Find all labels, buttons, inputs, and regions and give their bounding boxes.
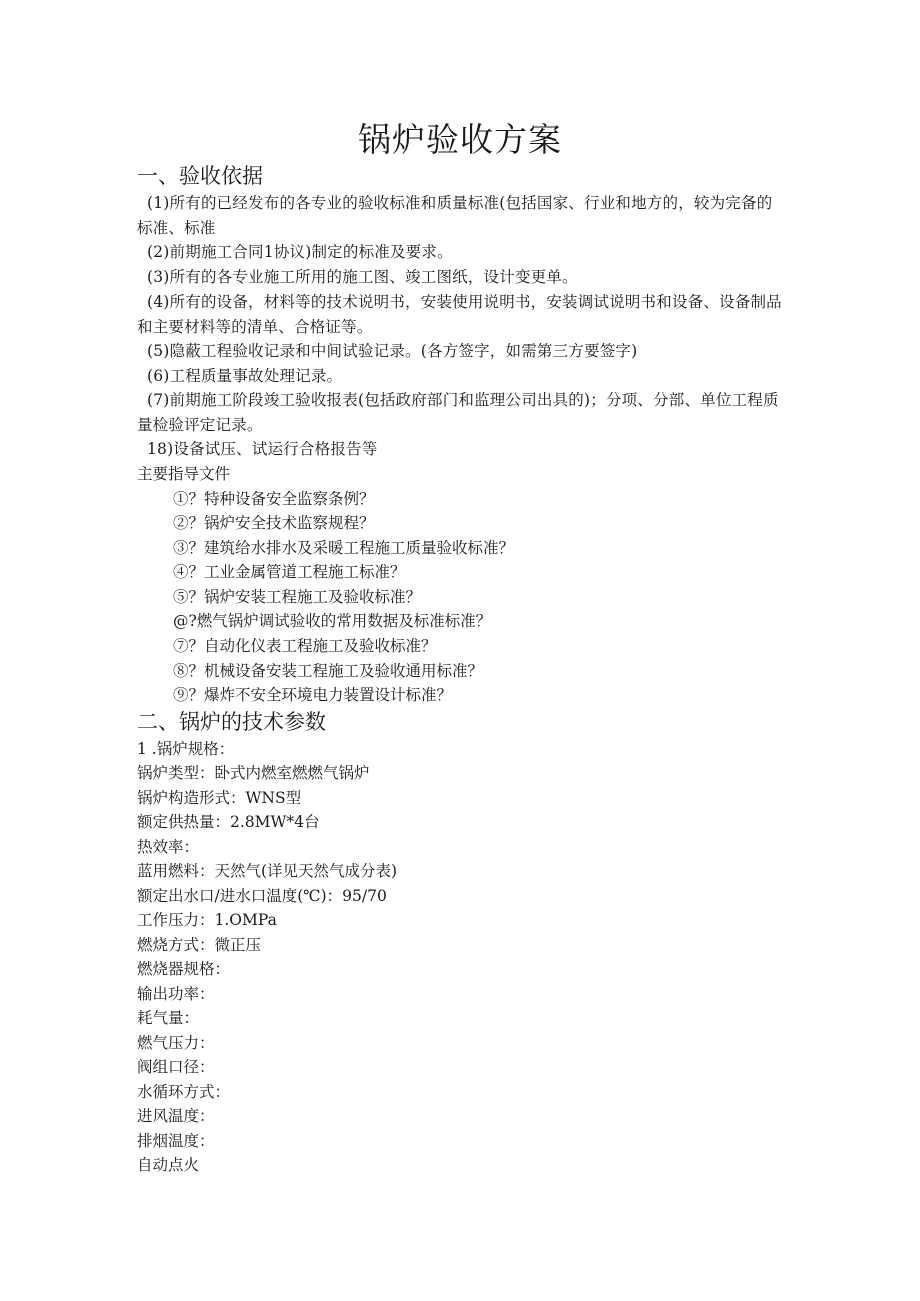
basis-item-7: (7)前期施工阶段竣工验收报表(包括政府部门和监理公司出具的)；分项、分部、单位工程质量检验评定记录。 [137,391,779,434]
guide-item: ④？工业金属管道工程施工标准？ [173,563,406,581]
section-heading-acceptance-basis: 一、验收依据 [137,164,263,188]
param-working-pressure: 工作压力：1.OMPa [137,911,277,929]
param-rated-heat-supply: 额定供热量：2.8MW*4台 [137,813,320,831]
param-burner-spec: 燃烧器规格： [137,960,231,978]
basis-item-1: (1)所有的已经发布的各专业的验收标准和质量标准(包括国家、行业和地方的，较为完备的标准、标准 [137,194,773,237]
basis-item-4: (4)所有的设备，材料等的技术说明书，安装使用说明书，安装调试说明书和设备、设备制品和主要材料等的清单、合格证等。 [137,293,782,336]
document-title: 锅炉验收方案 [358,120,562,159]
param-water-circulation: 水循环方式： [137,1083,231,1101]
param-gas-pressure: 燃气压力： [137,1034,215,1052]
guide-item: ⑨？爆炸不安全环境电力装置设计标准？ [173,686,453,704]
param-water-temperature: 额定出水口/进水口温度(℃)：95/70 [137,887,387,905]
param-output-power: 输出功率： [137,985,215,1003]
param-inlet-air-temperature: 进风温度： [137,1107,215,1125]
param-fuel: 蓝用燃料：天然气(详见天然气成分表) [137,862,398,880]
guide-item: ①？特种设备安全监察条例？ [173,490,375,508]
param-valve-diameter: 阀组口径： [137,1058,215,1076]
param-gas-consumption: 耗气量： [137,1009,200,1027]
guide-item: ②？锅炉安全技术监察规程？ [173,514,375,532]
param-thermal-efficiency: 热效率： [137,838,200,856]
guide-documents-heading: 主要指导文件 [137,465,231,483]
guide-item: ⑤？锅炉安装工程施工及验收标准？ [173,588,422,606]
param-auto-ignition: 自动点火 [137,1156,200,1174]
param-combustion-mode: 燃烧方式：微正压 [137,936,262,954]
guide-item: @?燃气锅炉调试验收的常用数据及标准标准？ [173,612,492,630]
basis-item-6: (6)工程质量事故处理记录。 [147,367,343,385]
param-structure-form: 锅炉构造形式：WNS型 [137,789,302,807]
section-heading-technical-parameters: 二、锅炉的技术参数 [137,710,326,734]
basis-item-2: (2)前期施工合同1协议)制定的标准及要求。 [147,243,453,261]
boiler-spec-heading: 1 .锅炉规格： [137,740,235,758]
guide-item: ⑦？自动化仪表工程施工及验收标准？ [173,637,437,655]
param-exhaust-temperature: 排烟温度： [137,1132,215,1150]
guide-item: ⑧？机械设备安装工程施工及验收通用标准？ [173,662,484,680]
guide-item: ③？建筑给水排水及采暖工程施工质量验收标准？ [173,539,515,557]
param-boiler-type: 锅炉类型：卧式内燃室燃燃气锅炉 [137,764,370,782]
basis-item-5: (5)隐蔽工程验收记录和中间试验记录。(各方签字，如需第三方要签字) [147,342,638,360]
basis-item-3: (3)所有的各专业施工所用的施工图、竣工图纸，设计变更单。 [147,268,578,286]
basis-item-8: 18)设备试压、试运行合格报告等 [147,440,378,458]
